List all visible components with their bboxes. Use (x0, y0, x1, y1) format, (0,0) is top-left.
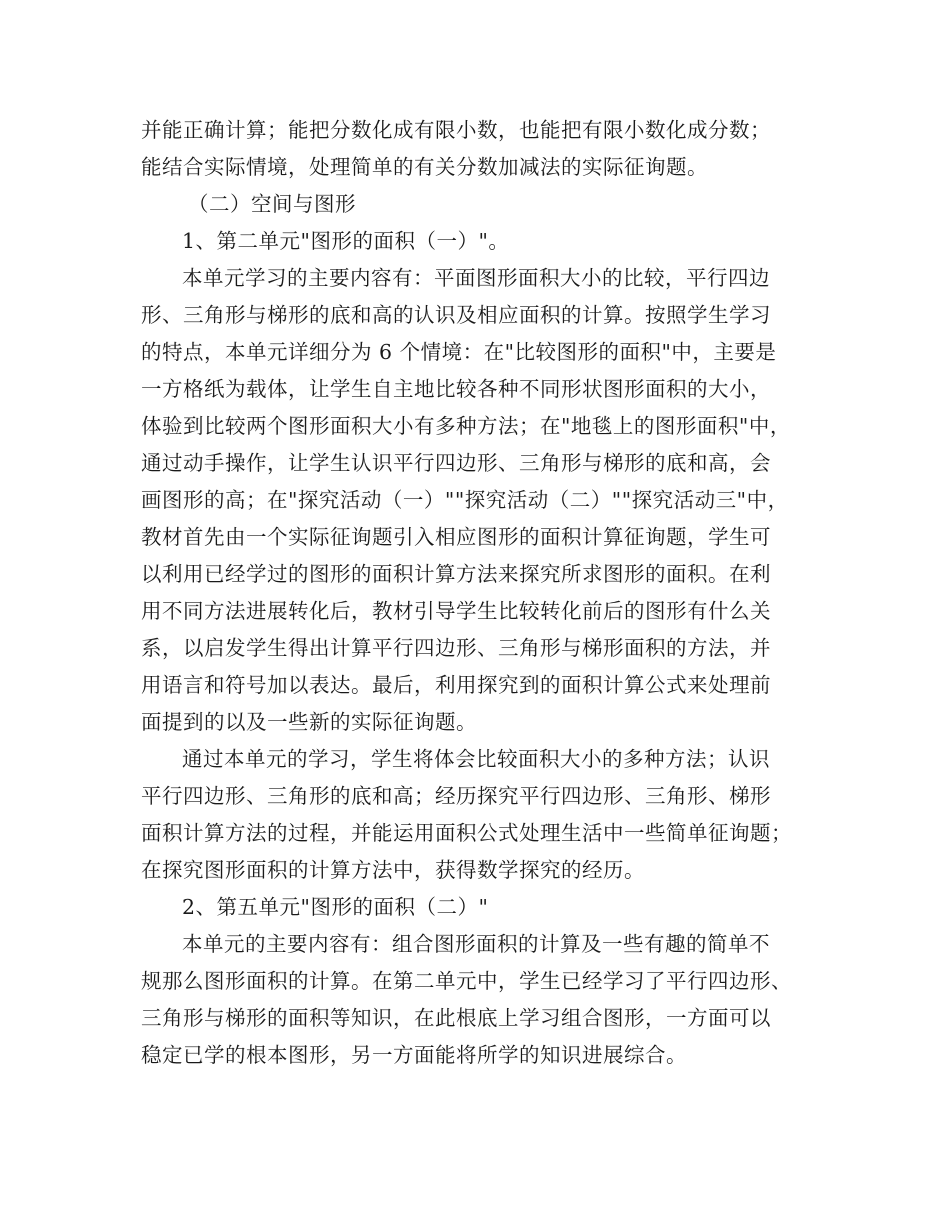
text-line: 系，以启发学生得出计算平行四边形、三角形与梯形面积的方法，并 (141, 636, 771, 660)
text-line: 的特点，本单元详细分为 6 个情境：在"比较图形的面积"中，主要是 (141, 340, 777, 364)
text-line: 稳定已学的根本图形，另一方面能将所学的知识进展综合。 (141, 1043, 687, 1067)
text-line: 形、三角形与梯形的底和高的认识及相应面积的计算。按照学生学习 (141, 303, 771, 327)
subsection-heading: 2、第五单元"图形的面积（二）" (182, 895, 489, 919)
paragraph-first-line: 通过本单元的学习，学生将体会比较面积大小的多种方法；认识 (182, 747, 770, 771)
text-line: 在探究图形面积的计算方法中，获得数学探究的经历。 (141, 858, 645, 882)
paragraph-first-line: 本单元的主要内容有：组合图形面积的计算及一些有趣的简单不 (182, 932, 770, 956)
text-line: 一方格纸为载体，让学生自主地比较各种不同形状图形面积的大小， (141, 377, 771, 401)
text-line: 面提到的以及一些新的实际征询题。 (141, 710, 477, 734)
document-body (141, 112, 821, 1074)
text-line: 面积计算方法的过程，并能运用面积公式处理生活中一些简单征询题； (141, 821, 792, 845)
text-line: 画图形的高；在"探究活动（一）""探究活动（二）""探究活动三"中， (141, 488, 789, 512)
text-line: 并能正确计算；能把分数化成有限小数，也能把有限小数化成分数； (141, 118, 771, 142)
text-line: 平行四边形、三角形的底和高；经历探究平行四边形、三角形、梯形 (141, 784, 771, 808)
text-line: 体验到比较两个图形面积大小有多种方法；在"地毯上的图形面积"中， (141, 414, 791, 438)
text-line: 以利用已经学过的图形的面积计算方法来探究所求图形的面积。在利 (141, 562, 771, 586)
text-line: 教材首先由一个实际征询题引入相应图形的面积计算征询题，学生可 (141, 525, 771, 549)
text-line: 三角形与梯形的面积等知识，在此根底上学习组合图形，一方面可以 (141, 1006, 771, 1030)
text-line: 用不同方法进展转化后，教材引导学生比较转化前后的图形有什么关 (141, 599, 771, 623)
section-heading: （二）空间与图形 (188, 192, 356, 216)
text-line: 规那么图形面积的计算。在第二单元中，学生已经学习了平行四边形、 (141, 969, 792, 993)
text-line: 通过动手操作，让学生认识平行四边形、三角形与梯形的底和高，会 (141, 451, 771, 475)
text-line: 用语言和符号加以表达。最后，利用探究到的面积计算公式来处理前 (141, 673, 771, 697)
text-line: 能结合实际情境，处理简单的有关分数加减法的实际征询题。 (141, 155, 708, 179)
paragraph-first-line: 本单元学习的主要内容有：平面图形面积大小的比较，平行四边 (182, 266, 770, 290)
subsection-heading: 1、第二单元"图形的面积（一）"。 (182, 229, 510, 253)
